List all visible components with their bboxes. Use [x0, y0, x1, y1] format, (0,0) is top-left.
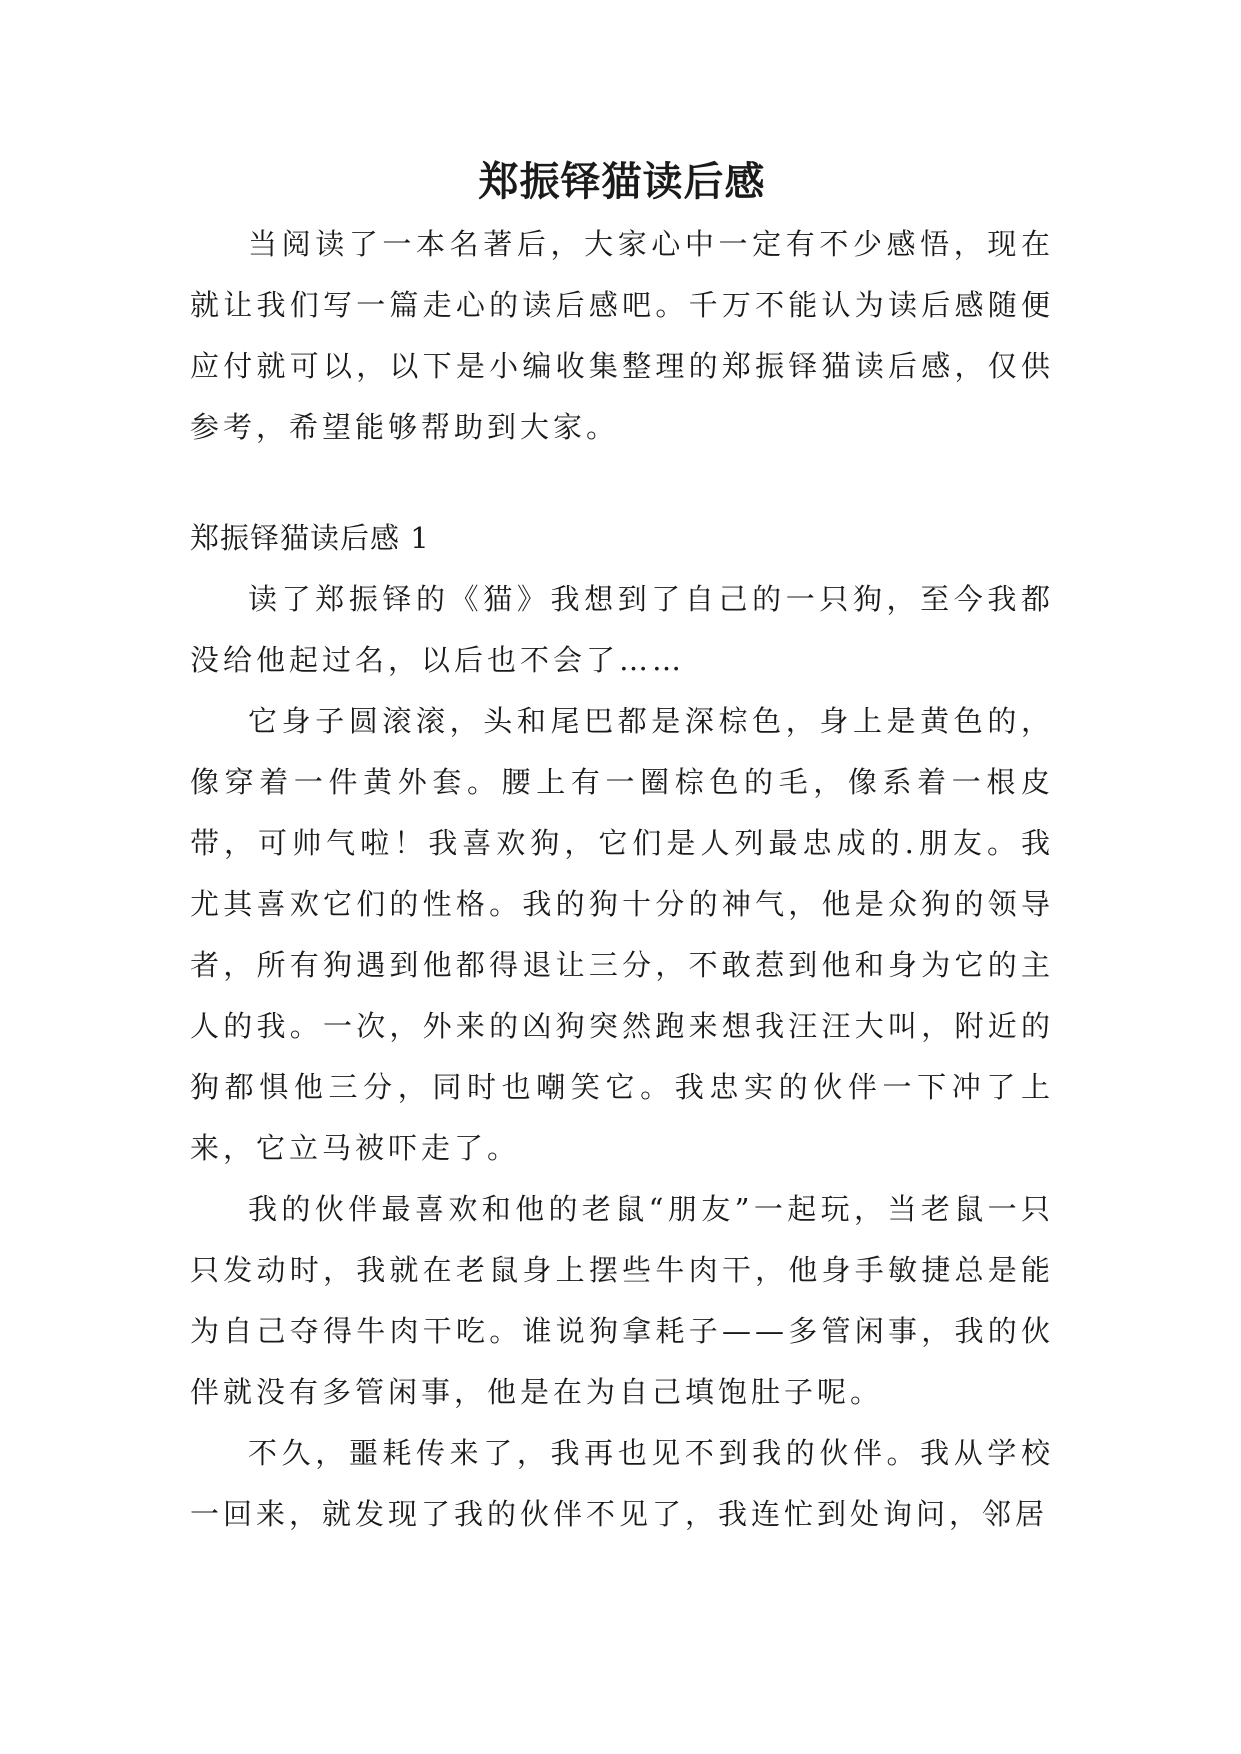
intro-paragraph: 当阅读了一本名著后，大家心中一定有不少感悟，现在就让我们写一篇走心的读后感吧。千万不能认为读后感随便应付就可以，以下是小编收集整理的郑振铎猫读后感，仅供参考，希望能够帮助到大家。	[190, 227, 1054, 444]
document-title: 郑振铎猫读后感	[478, 159, 766, 205]
section-heading: 郑振铎猫读后感 1	[190, 521, 430, 555]
essay-section	[190, 508, 1054, 1545]
body-paragraph: 它身子圆滚滚，头和尾巴都是深棕色，身上是黄色的，像穿着一件黄外套。腰上有一圈棕色的毛，像系着一根皮带，可帅气啦！我喜欢狗，它们是人列最忠成的.朋友。我尤其喜欢它们的性格。我的狗十分的神气，他是众狗的领导者，所有狗遇到他都得退让三分，不敢惹到他和身为它的主人的我。一次，外来的凶狗突然跑来想我汪汪大叫，附近的狗都惧他三分，同时也嘲笑它。我忠实的伙伴一下冲了上来，它立马被吓走了。	[190, 704, 1054, 1165]
body-paragraph: 读了郑振铎的《猫》我想到了自己的一只狗，至今我都没给他起过名，以后也不会了……	[190, 582, 1054, 677]
document-page	[190, 150, 1054, 1545]
section-body	[190, 569, 1054, 1545]
body-paragraph: 我的伙伴最喜欢和他的老鼠“朋友”一起玩，当老鼠一只只发动时，我就在老鼠身上摆些牛肉干，他身手敏捷总是能为自己夺得牛肉干吃。谁说狗拿耗子——多管闲事，我的伙伴就没有多管闲事，他是在为自己填饱肚子呢。	[190, 1192, 1054, 1409]
body-paragraph: 不久，噩耗传来了，我再也见不到我的伙伴。我从学校一回来，就发现了我的伙伴不见了，我连忙到处询问，邻居	[190, 1436, 1054, 1531]
